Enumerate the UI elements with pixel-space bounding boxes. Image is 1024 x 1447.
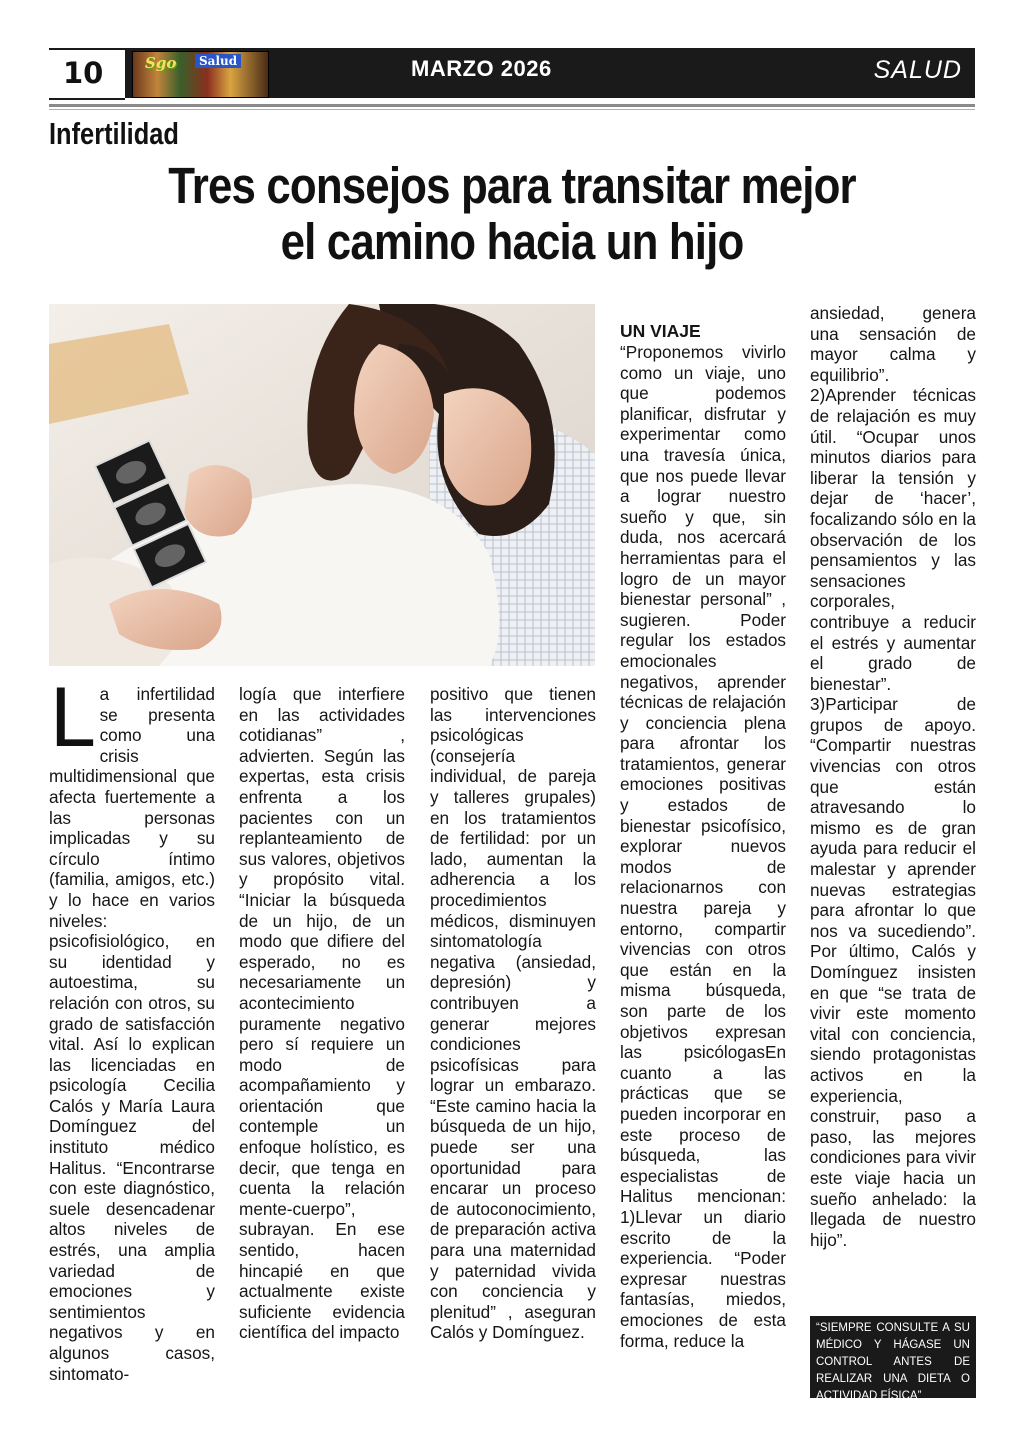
dropcap: L bbox=[49, 672, 94, 765]
publication-logo bbox=[132, 51, 269, 98]
logo-text-sgo: Sgo bbox=[145, 54, 177, 72]
column-5-text: ansiedad, genera una sensación de mayor calma y equilibrio”. 2)Aprender técnicas de relajación es muy útil. “Ocupar unos minutos diarios para liberar la tensión y dejar de ‘hacer’, focalizando sólo en la observación de los pensamientos y las sensaciones corporales, contribuye a reducir el estrés y aumentar el grado de bienestar”. 3)Participar de grupos de apoyo. “Compartir nuestras vivencias con otros que están atravesando lo mismo es de gran ayuda para reducir el malestar y aprender nuevas estrategias para afrontar lo que nos va sucediendo”. Por último, Calós y Domínguez insisten en que “se trata de vivir este momento vital con conciencia, siendo protagonistas activos en la experiencia, construir, paso a paso, las mejores condiciones para vivir este viaje hacia un sueño anhelado: la llegada de nuestro hijo”. bbox=[810, 303, 976, 1250]
article-column-1 bbox=[49, 672, 215, 1384]
article-column-5 bbox=[810, 303, 976, 1250]
article-headline bbox=[125, 158, 899, 270]
article-column-2 bbox=[239, 684, 405, 1343]
subhead-un-viaje: UN VIAJE bbox=[620, 321, 701, 341]
article-kicker: Infertilidad bbox=[49, 116, 179, 151]
article-column-3 bbox=[430, 684, 596, 1343]
header-rule-thin bbox=[49, 109, 975, 110]
couple-ultrasound-photo bbox=[49, 304, 595, 666]
article-photo bbox=[49, 304, 595, 666]
section-name: SALUD bbox=[873, 56, 962, 84]
medical-notice-box: “SIEMPRE CONSULTE A SU MÉDICO Y HÁGASE UN CONTROL ANTES DE REALIZAR UNA DIETA O ACTIVIDAD FÍSICA” bbox=[810, 1316, 976, 1398]
headline-line-2: el camino hacia un hijo bbox=[280, 213, 744, 270]
column-1-text: a infertilidad se presenta como una crisis multidimensional que afecta fuertemente a las personas implicadas y su círculo íntimo (familia, amigos, etc.) y lo hace en varios niveles: psicofisiológico, en su identidad y autoestima, su relación con otros, su grado de satisfacción vital. Así lo explican las licenciadas en psicología Cecilia Calós y María Laura Domínguez del instituto médico Halitus. “Encontrarse con este diagnóstico, suele desencadenar altos niveles de estrés, una amplia variedad de emociones y sentimientos negativos y en algunos casos, sintomato- bbox=[49, 684, 215, 1384]
article-column-4 bbox=[620, 320, 786, 1351]
column-3-text: positivo que tienen las intervenciones psicológicas (consejería individual, de pareja y talleres grupales) en los tratamientos de fertilidad: por un lado, aumentan la adherencia a los procedimientos médicos, disminuyen sintomatología negativa (ansiedad, depresión) y contribuyen a generar mejores condiciones psicofísicas para lograr un embarazo. “Este camino hacia la búsqueda de un hijo, puede ser una oportunidad para encarar un proceso de autoconocimiento, de preparación activa para una maternidad y paternidad vivida con conciencia y plenitud” , aseguran Calós y Domínguez. bbox=[430, 684, 596, 1343]
page-number: 10 bbox=[63, 56, 104, 90]
header-rule bbox=[49, 104, 975, 107]
column-4-text: “Proponemos vivirlo como un viaje, uno que podemos planificar, disfrutar y experimentar como una travesía única, que nos puede llevar a lograr nuestro sueño y que, sin duda, nos acercará herramientas para el logro de un mayor bienestar personal” , sugieren. Poder regular los estados emocionales negativos, aprender técnicas de relajación y conciencia plena para afrontar los tratamientos, generar emociones positivas y estados de bienestar psicofísico, explorar nuevos modos de relacionarnos con nuestra pareja y entorno, compartir vivencias con otros que están en la misma búsqueda, son parte de los objetivos expresan las psicólogasEn cuanto a las prácticas que se pueden incorporar en este proceso de búsqueda, las especialistas de Halitus mencionan: 1)Llevar un diario escrito de la experiencia. “Poder expresar nuestras fantasías, miedos, emociones de esta forma, reduce la bbox=[620, 342, 786, 1351]
column-2-text: logía que interfiere en las actividades cotidianas” , advierten. Según las expertas, esta crisis enfrenta a los pacientes con un replanteamiento de sus valores, objetivos y propósito vital. “Iniciar la búsqueda de un hijo, de un modo que difiere del esperado, no es necesariamente un acontecimiento puramente negativo pero sí requiere un modo de acompañamiento y orientación que contemple un enfoque holístico, es decir, que tenga en cuenta la relación mente-cuerpo”, subrayan. En ese sentido, hacen hincapié en que actualmente existe suficiente evidencia científica del impacto bbox=[239, 684, 405, 1343]
headline-line-1: Tres consejos para transitar mejor bbox=[168, 157, 856, 214]
logo-text-salud: Salud bbox=[195, 54, 241, 68]
issue-date: MARZO 2026 bbox=[411, 56, 552, 81]
